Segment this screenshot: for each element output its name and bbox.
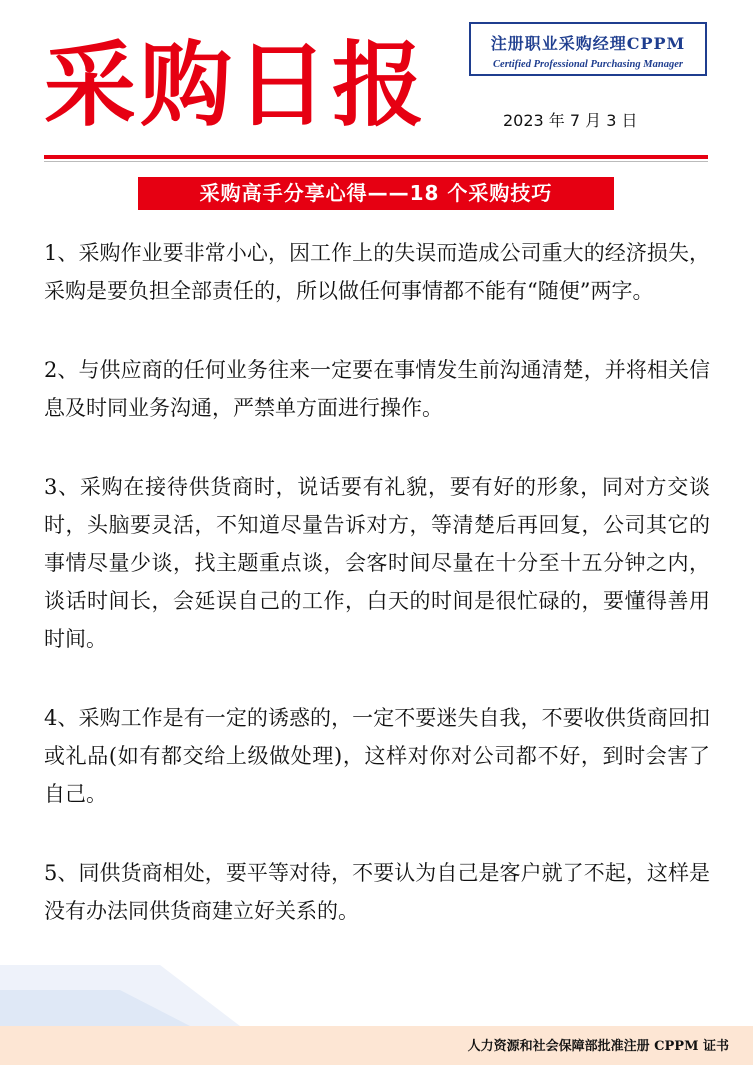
- paragraph-5: 5、同供货商相处，要平等对待，不要认为自己是客户就了不起，这样是没有办法同供货商建立好关系的。: [44, 861, 710, 923]
- paragraph-3: 3、采购在接待供货商时，说话要有礼貌，要有好的形象，同对方交谈时，头脑要灵活，不知道尽量告诉对方，等清楚后再回复，公司其它的事情尽量少谈，找主题重点谈，会客时间尽量在十分至十五分钟之内，谈话时间长，会延误自己的工作，白天的时间是很忙碌的，要懂得善用时间。: [44, 475, 710, 651]
- brand-en-label: Certified Professional Purchasing Manager: [493, 59, 683, 70]
- paragraph-4: 4、采购工作是有一定的诱惑的，一定不要迷失自我，不要收供货商回扣或礼品(如有都交给上级做处理)，这样对你对公司都不好，到时会害了自己。: [44, 706, 710, 806]
- footer-certification-note: 人力资源和社会保障部批准注册 CPPM 证书: [467, 1039, 729, 1054]
- brand-cn-label: 注册职业采购经理CPPM: [490, 34, 686, 53]
- article-body: [44, 234, 710, 930]
- issue-date: 2023 年 7 月 3 日: [503, 111, 638, 130]
- header-divider: [44, 155, 708, 159]
- cppm-logo-box: [469, 22, 707, 76]
- article-title-banner: 采购高手分享心得——18 个采购技巧: [138, 177, 614, 210]
- header-divider-thin: [44, 161, 708, 162]
- paragraph-1: 1、采购作业要非常小心，因工作上的失误而造成公司重大的经济损失，采购是要负担全部责任的，所以做任何事情都不能有“随便”两字。: [44, 241, 710, 303]
- masthead-title: 采购日报: [44, 32, 429, 139]
- paragraph-2: 2、与供应商的任何业务往来一定要在事情发生前沟通清楚，并将相关信息及时同业务沟通，严禁单方面进行操作。: [44, 358, 710, 420]
